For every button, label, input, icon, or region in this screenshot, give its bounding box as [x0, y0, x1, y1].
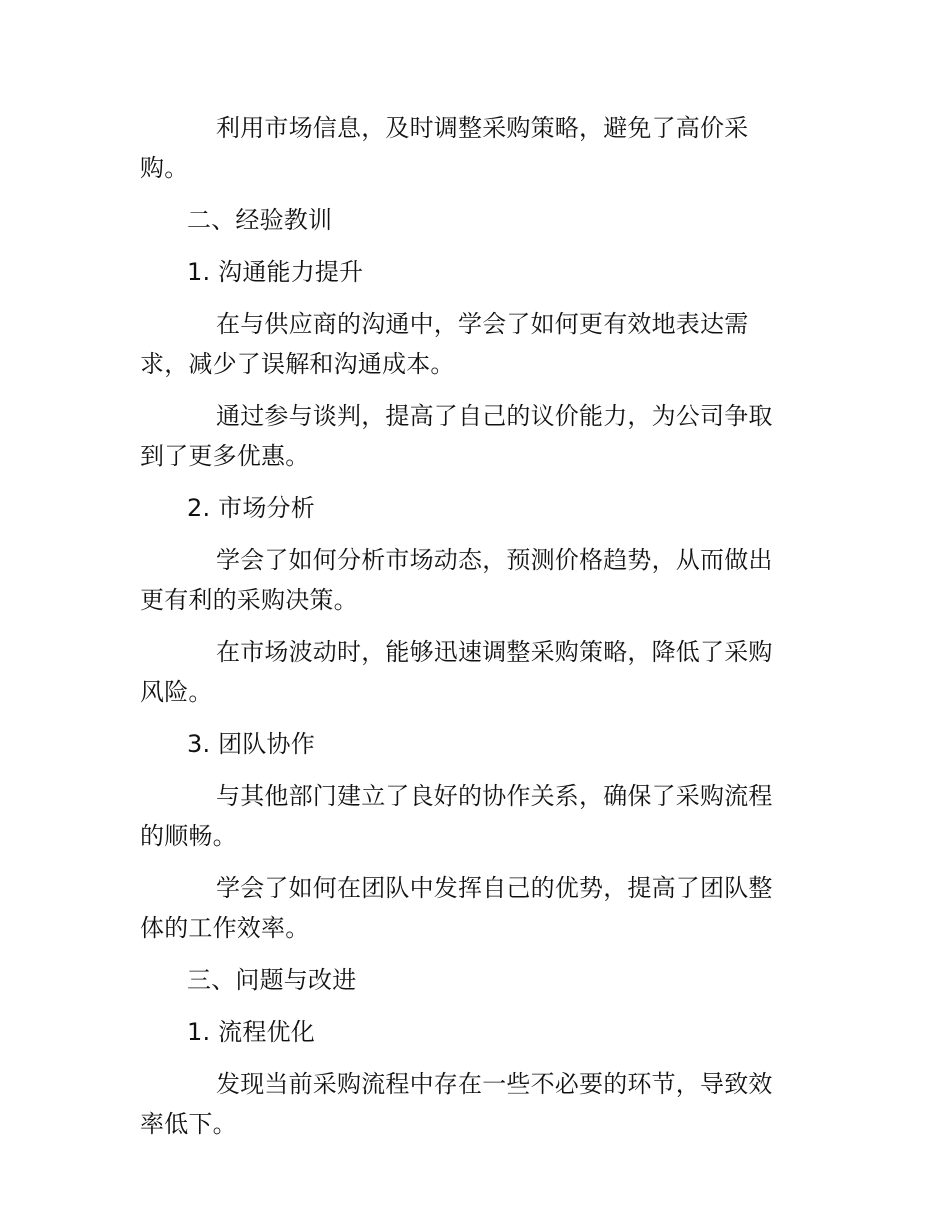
document-body: [140, 108, 790, 1156]
paragraph-negotiation: 通过参与谈判，提高了自己的议价能力，为公司争取到了更多优惠。: [140, 402, 773, 470]
paragraph-supplier-communication: 在与供应商的沟通中，学会了如何更有效地表达需求，减少了误解和沟通成本。: [140, 310, 749, 378]
section-heading-lessons: 二、经验教训: [187, 206, 333, 234]
paragraph-department-cooperation: 与其他部门建立了良好的协作关系，确保了采购流程的顺畅。: [140, 782, 773, 850]
subheading-market-analysis: 2. 市场分析: [187, 494, 315, 522]
paragraph-market-dynamics: 学会了如何分析市场动态，预测价格趋势，从而做出更有利的采购决策。: [140, 546, 773, 614]
subheading-process-optimization: 1. 流程优化: [187, 1018, 315, 1046]
subheading-communication: 1. 沟通能力提升: [187, 258, 364, 286]
paragraph-team-efficiency: 学会了如何在团队中发挥自己的优势，提高了团队整体的工作效率。: [140, 874, 773, 942]
paragraph-market-volatility: 在市场波动时，能够迅速调整采购策略，降低了采购风险。: [140, 638, 773, 706]
section-heading-issues-improvements: 三、问题与改进: [187, 966, 357, 994]
paragraph-market-info: 利用市场信息，及时调整采购策略，避免了高价采购。: [140, 114, 749, 182]
subheading-teamwork: 3. 团队协作: [187, 730, 315, 758]
paragraph-process-issues: 发现当前采购流程中存在一些不必要的环节，导致效率低下。: [140, 1070, 773, 1138]
